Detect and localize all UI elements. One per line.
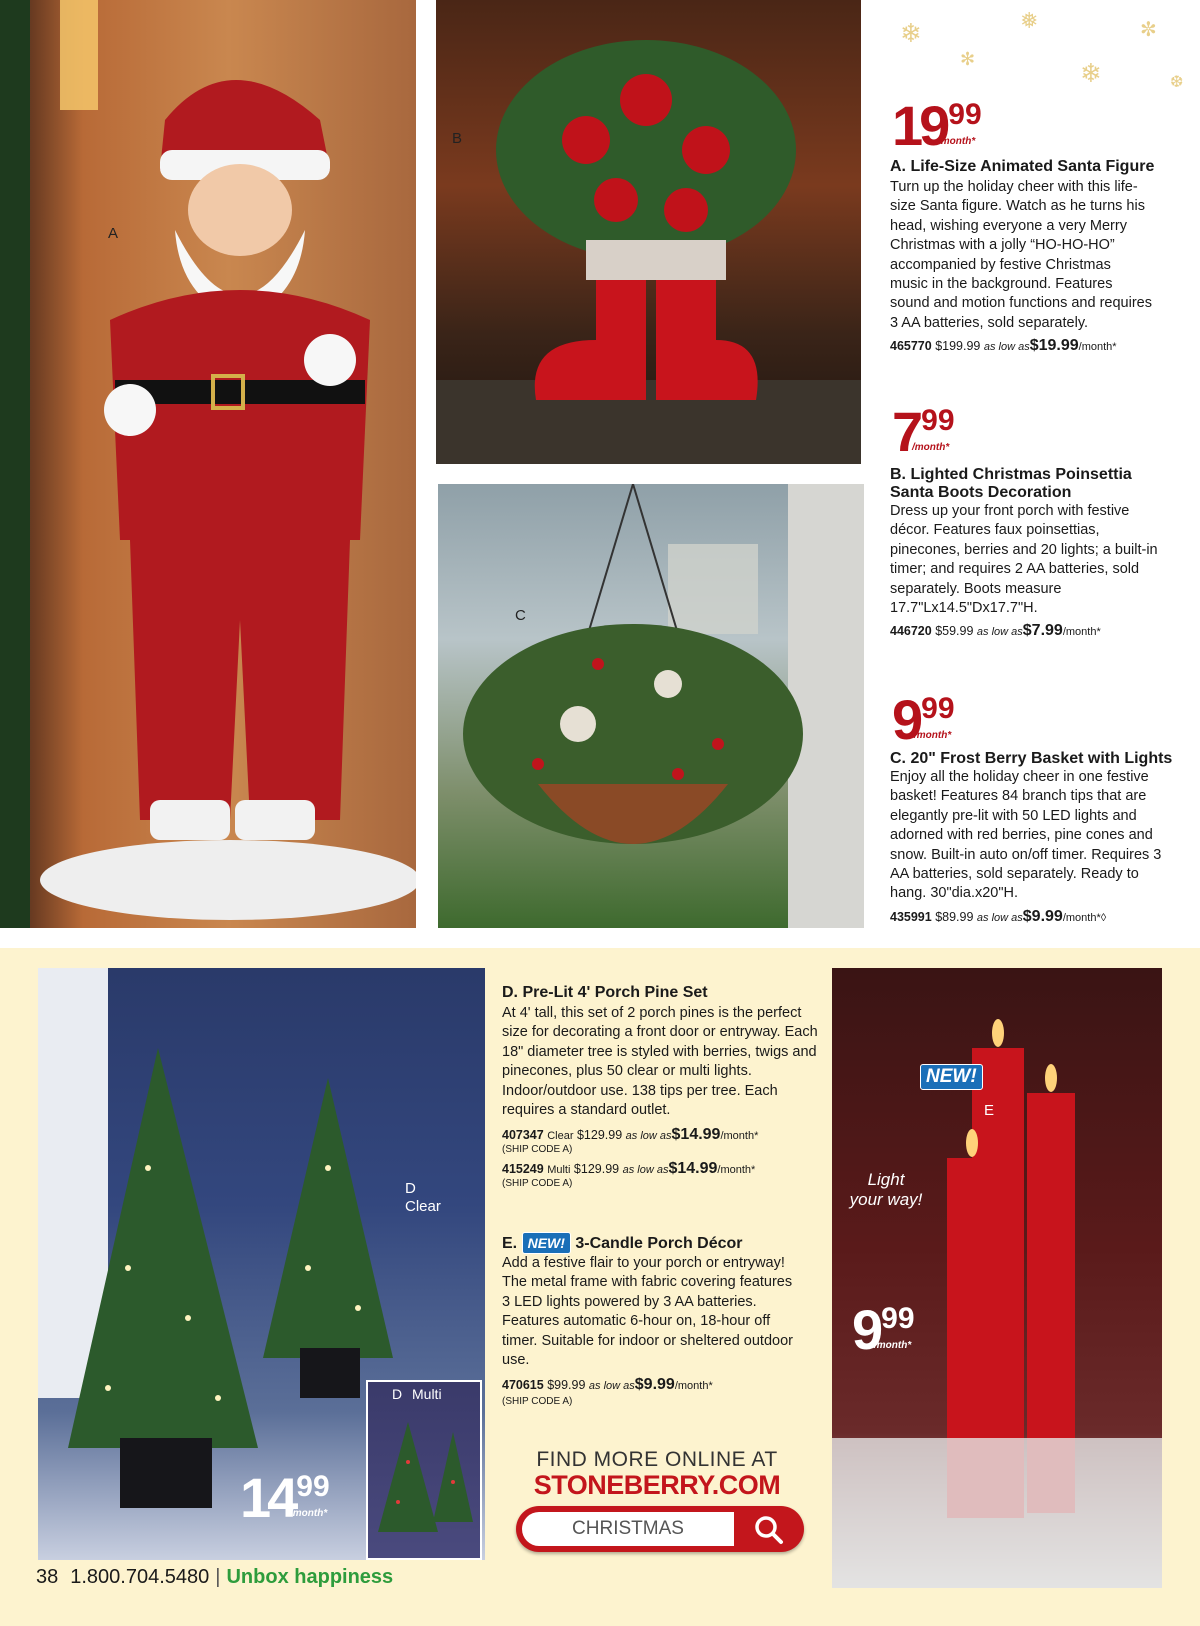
ship-code-d-clear: (SHIP CODE A) [502,1144,573,1155]
frost-berry-basket-photo [438,484,864,928]
search-input[interactable]: CHRISTMAS [522,1512,734,1546]
ship-code-d-multi: (SHIP CODE A) [502,1178,573,1189]
santa-figure-photo [0,0,416,928]
product-letter-d-inset: D [392,1386,403,1402]
sku-c: 435991 [890,910,932,924]
price-c [892,688,955,751]
product-letter-a: A [108,225,119,242]
list-price-d-clear: $129.99 [576,1128,623,1142]
search-icon [746,1512,790,1546]
product-letter-b: B [452,130,463,147]
snowflake-icon: ❅ [1020,8,1039,33]
snowflake-icon: ✻ [960,49,976,69]
footer-separator: | [215,1566,221,1588]
per-c: /month*◊ [1062,912,1107,924]
new-badge-photo: NEW! [920,1064,983,1090]
sku-line-b [890,622,1101,640]
sku-d-clear: 407347 [502,1128,544,1142]
title-b-line-1: B. Lighted Christmas Poinsettia [890,466,1132,483]
footer-tagline: Unbox happiness [226,1566,394,1588]
description-d: At 4' tall, this set of 2 porch pines is the perfect size for decorating a front door or entryway. Each 18" diameter tree is styled with berries, twigs and pinecones, plus 50 clear or multi lights. Indoor/outdoor use. 138 tips per tree. Each requires a standard outlet. [502,1005,818,1119]
snowflake-icon: ❆ [1170,74,1184,91]
product-letter-d: D [405,1180,416,1197]
as-low-as-c: as low as [976,912,1023,924]
search-bar [516,1506,804,1552]
as-low-as-a: as low as [983,341,1030,353]
sku-line-e [502,1376,713,1394]
sku-line-a [890,337,1117,355]
clear-variant-label: Clear [405,1198,441,1215]
ship-code-e: (SHIP CODE A) [502,1396,573,1407]
candles-illustration [832,968,1162,1588]
price-c-whole: 9 [892,688,920,751]
list-price-b: $59.99 [935,624,974,638]
price-b-cents: 99 [921,404,955,437]
find-more-online-text: FIND MORE ONLINE AT [536,1448,778,1471]
list-price-e: $99.99 [547,1378,586,1392]
list-price-a: $199.99 [935,339,981,353]
low-price-d-clear: $14.99 [671,1126,721,1143]
price-e-cents: 99 [881,1302,915,1335]
as-low-as-b: as low as [976,626,1023,638]
per-b: /month* [1062,626,1101,638]
price-b-unit: /month* [912,442,950,453]
per-d-clear: /month* [720,1130,759,1142]
sku-e: 470615 [502,1378,544,1392]
price-a-whole: 19 [892,94,947,157]
product-letter-c: C [515,607,526,624]
price-c-unit: /month* [914,730,952,741]
as-low-as-d-multi: as low as [622,1164,669,1176]
price-e [852,1298,915,1361]
sku-a: 465770 [890,339,932,353]
low-price-e: $9.99 [634,1376,675,1393]
list-price-c: $89.99 [935,910,974,924]
per-d-multi: /month* [717,1164,756,1176]
low-price-d-multi: $14.99 [668,1160,718,1177]
tagline-line-2: your way! [849,1190,923,1209]
candle-porch-decor-photo [832,968,1162,1588]
per-e: /month* [674,1380,713,1392]
snowflake-icon: ✼ [1140,19,1157,41]
description-a: Turn up the holiday cheer with this life-size Santa figure. Watch as he turns his head, wishing everyone a very Merry Christmas with a jolly “HO-HO-HO” accompanied by festive Christmas music in the background. Features sound and motion functions and requires 3 AA batteries, sold separately. [890,179,1152,331]
per-a: /month* [1078,341,1117,353]
sku-d-multi: 415249 [502,1162,544,1176]
title-e: 3-Candle Porch Décor [575,1235,743,1252]
multi-variant-label: Multi [412,1386,442,1402]
page-footer [36,1566,393,1589]
multi-variant-inset-photo [366,1380,482,1560]
sku-line-d-multi [502,1160,755,1178]
search-button[interactable] [746,1512,790,1546]
as-low-as-d-clear: as low as [625,1130,672,1142]
title-b-line-2: Santa Boots Decoration [890,484,1072,501]
description-e: Add a festive flair to your porch or entryway! The metal frame with fabric covering features 3 LED lights powered by 3 AA batteries. Features automatic 6-hour on, 18-hour off timer. Suitable for indoor or sheltered outdoor use. [502,1255,793,1369]
as-low-as-e: as low as [588,1380,635,1392]
page-number: 38 [36,1566,59,1588]
price-b [892,400,955,463]
price-d-cents: 99 [296,1470,330,1503]
price-d-unit: /month* [290,1508,328,1519]
phone-number[interactable]: 1.800.704.5480 [70,1566,210,1588]
snowflake-icon: ❄ [1080,58,1102,88]
santa-boots-photo [436,0,861,464]
sku-b: 446720 [890,624,932,638]
sku-line-c [890,908,1106,926]
description-c: Enjoy all the holiday cheer in one festive basket! Features 84 branch tips that are elegantly pre-lit with 50 LED lights and adorned with red berries, pine cones and snow. Built-in auto on/off timer. Requires 3 AA batteries, sold separately. Ready to hang. 30"dia.x20"H. [890,769,1162,902]
title-c: C. 20" Frost Berry Basket with Lights [890,750,1173,767]
title-d: D. Pre-Lit 4' Porch Pine Set [502,984,708,1001]
low-price-b: $7.99 [1022,622,1063,639]
santa-illustration [0,0,416,928]
snowflake-icon: ❄ [900,18,922,48]
new-badge-title: NEW! [522,1232,571,1254]
low-price-c: $9.99 [1022,908,1063,925]
basket-illustration [438,484,864,928]
sku-line-d-clear [502,1126,758,1144]
price-d [240,1466,330,1529]
product-letter-e: E [984,1102,995,1119]
title-a: A. Life-Size Animated Santa Figure [890,158,1155,175]
price-b-whole: 7 [892,400,920,463]
multi-pines-illustration [368,1382,480,1558]
variant-d-multi: Multi [547,1164,571,1176]
price-d-whole: 14 [240,1466,295,1529]
price-a-cents: 99 [948,98,982,131]
candle-tagline [836,1170,936,1210]
price-c-cents: 99 [921,692,955,725]
description-b: Dress up your front porch with festive décor. Features faux poinsettias, pinecones, berries and 20 lights; a built-in timer; and requires 2 AA batteries, sold separately. Boots measure 17.7"Lx14.5"Dx17.7"H. [890,503,1158,617]
variant-d-clear: Clear [547,1130,574,1142]
low-price-a: $19.99 [1029,337,1079,354]
price-a [892,94,982,157]
title-e-line [502,1232,743,1254]
boots-illustration [436,0,861,464]
list-price-d-multi: $129.99 [573,1162,620,1176]
tagline-line-1: Light [867,1170,905,1189]
price-e-unit: /month* [874,1340,912,1351]
title-e-prefix: E. [502,1235,518,1252]
website-link[interactable]: STONEBERRY.COM [533,1470,781,1500]
price-a-unit: /month* [938,136,976,147]
price-e-whole: 9 [852,1298,880,1361]
